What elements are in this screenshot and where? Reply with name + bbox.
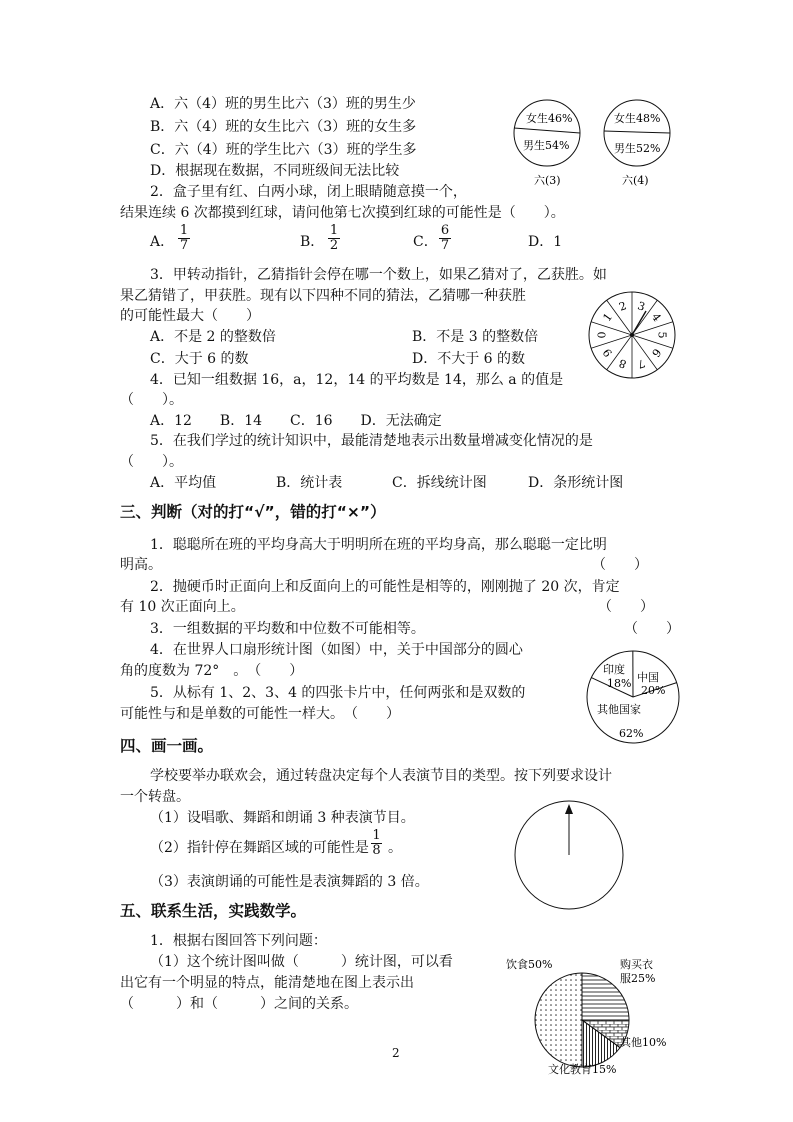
exp-clothes-label-1: 购买衣 — [620, 958, 653, 971]
q3-line1: 3．甲转动指针，乙猜指针会停在哪一个数上，如果乙猜对了，乙获胜。如 — [150, 267, 607, 283]
q5-option-d: D．条形统计图 — [528, 475, 624, 491]
section3-heading: 三、判断（对的打“√”，错的打“×”） — [120, 503, 386, 521]
spinner-number: 1 — [600, 310, 616, 325]
q3-option-b: B．不是 3 的整数倍 — [412, 329, 539, 345]
exp-other-label: 其他10% — [620, 1036, 667, 1049]
pop-other-pct: 62% — [619, 727, 644, 740]
q2-option-a-fraction: $\frac{1}{7}$ — [179, 223, 189, 253]
pop-other-label: 其他国家 — [597, 703, 641, 716]
expense-pie-chart — [504, 958, 684, 1083]
spinner-number: 9 — [600, 345, 616, 360]
judge5-line2: 可能性与和是单数的可能性一样大。 （ ） — [120, 706, 400, 722]
spinner-number: 2 — [617, 299, 629, 314]
pie3-boy-label: 男生54% — [523, 139, 570, 152]
judge5-line1: 5．从标有 1、2、3、4 的四张卡片中，任何两张和是双数的 — [150, 685, 526, 701]
exp-slice-food — [535, 973, 582, 1067]
section5-heading: 五、联系生活，实践数学。 — [120, 902, 307, 920]
requirement-3: （3）表演朗诵的可能性是表演舞蹈的 3 倍。 — [150, 874, 429, 890]
pie4-caption: 六(4) — [622, 174, 649, 187]
requirement-2-prefix: （2）指针停在舞蹈区域的可能性是 — [150, 840, 369, 856]
q1-option-b: B．六（4）班的女生比六（3）班的女生多 — [150, 119, 417, 135]
spinner-number: 4 — [648, 310, 664, 325]
judge1-line2: 明高。 — [120, 557, 162, 573]
requirement-1: （1）设唱歌、舞蹈和朗诵 3 种表演节目。 — [150, 810, 415, 826]
judge2-answer-paren[interactable]: （ ） — [598, 599, 654, 615]
world-population-pie-chart — [585, 649, 681, 745]
spinner-hub — [630, 333, 634, 337]
q2-option-d: D．1 — [528, 234, 563, 250]
class-pie-charts — [512, 96, 682, 196]
pie-chart-class-4 — [604, 100, 670, 187]
q5-option-c: C．拆线统计图 — [392, 475, 487, 491]
q2-line2: 结果连续 6 次都摸到红球，请问他第七次摸到红球的可能性是（ ）。 — [120, 205, 565, 221]
spinner-number: 8 — [617, 356, 629, 371]
pop-china-label: 中国 — [637, 671, 659, 684]
pie3-girl-label: 女生46% — [526, 112, 573, 125]
judge3-answer-paren[interactable]: （ ） — [624, 621, 680, 637]
pie3-caption: 六(3) — [534, 174, 561, 187]
pop-india-label: 印度 — [603, 663, 625, 676]
q1-option-c: C．六（4）班的学生比六（3）班的学生多 — [150, 142, 417, 158]
spinner-number: 7 — [635, 356, 647, 371]
section4-intro-line1: 学校要举办联欢会，通过转盘决定每个人表演节目的类型。按下列要求设计 — [150, 768, 612, 784]
pie-chart-class-3 — [514, 100, 580, 187]
q5-line2: （ ）。 — [120, 454, 183, 470]
judge1-answer-paren[interactable]: （ ） — [592, 557, 648, 573]
section5-p2: （1）这个统计图叫做（ ）统计图，可以看 — [150, 954, 453, 970]
section5-p3: 出它有一个明显的特点，能清楚地在图上表示出 — [120, 975, 414, 991]
requirement-2-suffix: 。 — [388, 840, 402, 856]
exp-edu-label: 文化教育15% — [548, 1063, 617, 1076]
q2-option-a-prefix: A． — [150, 234, 175, 250]
spinner-number: 0 — [595, 331, 609, 339]
blank-spinner-drawing-area[interactable] — [514, 800, 624, 910]
q2-line1: 2．盒子里有红、白两小球，闭上眼睛随意摸一个， — [150, 184, 467, 200]
spinner-number: 5 — [655, 331, 669, 339]
judge1-line1: 1．聪聪所在班的平均身高大于明明所在班的平均身高，那么聪聪一定比明 — [150, 537, 607, 553]
judge4-line2: 角的度数为 72° 。 （ ） — [120, 663, 304, 679]
pop-china-pct: 20% — [641, 684, 666, 697]
q1-option-a: A．六（4）班的男生比六（3）班的男生少 — [150, 96, 416, 112]
q2-option-b-prefix: B． — [300, 234, 325, 250]
section4-heading: 四、画一画。 — [120, 737, 214, 755]
q3-option-d: D．不大于 6 的数 — [412, 351, 526, 367]
exp-food-label: 饮食50% — [506, 958, 553, 971]
q4-line1: 4．已知一组数据 16，a，12，14 的平均数是 14，那么 a 的值是 — [150, 372, 564, 388]
q5-option-a: A．平均值 — [150, 475, 217, 491]
pie4-boy-label: 男生52% — [614, 142, 661, 155]
section5-p1: 1．根据右图回答下列问题： — [150, 933, 327, 949]
number-spinner-diagram — [587, 290, 677, 380]
q5-option-b: B．统计表 — [276, 475, 343, 491]
section5-p4: （ ）和（ ）之间的关系。 — [120, 996, 358, 1012]
q4-options: A．12 B．14 C．16 D．无法确定 — [150, 413, 442, 429]
q2-option-c-fraction: $\frac{6}{7}$ — [440, 223, 450, 253]
spinner-number: 6 — [648, 345, 664, 360]
q3-option-c: C．大于 6 的数 — [150, 351, 249, 367]
judge3-text: 3．一组数据的平均数和中位数不可能相等。 — [150, 621, 425, 637]
section4-intro-line2: 一个转盘。 — [120, 789, 190, 805]
q2-option-b-fraction: $\frac{1}{2}$ — [329, 223, 339, 253]
pie4-girl-label: 女生48% — [614, 112, 661, 125]
q3-line2: 果乙猜错了，甲获胜。现有以下四种不同的猜法，乙猜哪一种获胜 — [120, 288, 526, 304]
arrow-up-icon — [565, 804, 573, 814]
judge2-line1: 2．抛硬币时正面向上和反面向上的可能性是相等的，刚刚抛了 20 次，肯定 — [150, 579, 620, 595]
q3-option-a: A．不是 2 的整数倍 — [150, 329, 276, 345]
q1-option-d: D．根据现在数据，不同班级间无法比较 — [150, 163, 400, 179]
exp-clothes-label-2: 服25% — [620, 972, 656, 985]
page-number: 2 — [392, 1046, 400, 1060]
spinner-number: 3 — [635, 299, 647, 314]
judge2-line2: 有 10 次正面向上。 — [120, 599, 245, 615]
requirement-2-fraction: $\frac{1}{8}$ — [372, 828, 381, 858]
q5-line1: 5．在我们学过的统计知识中，最能清楚地表示出数量增减变化情况的是 — [150, 433, 593, 449]
judge4-line1: 4．在世界人口扇形统计图（如图）中，关于中国部分的圆心 — [150, 642, 523, 658]
q2-option-c-prefix: C． — [413, 234, 438, 250]
q4-line2: （ ）。 — [120, 392, 183, 408]
pop-india-pct: 18% — [607, 677, 632, 690]
q3-line3: 的可能性最大（ ） — [120, 308, 260, 324]
